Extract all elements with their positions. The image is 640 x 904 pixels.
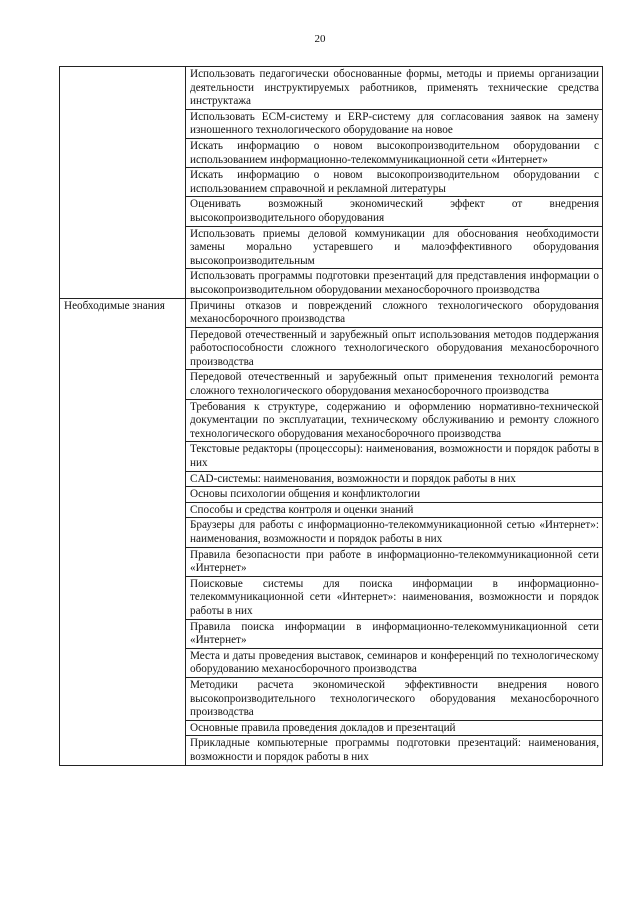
requirement-item: Основные правила проведения докладов и презентаций	[186, 720, 603, 736]
requirement-item: Правила безопасности при работе в информационно-телекоммуникационной сети «Интернет»	[186, 547, 603, 576]
requirement-item: Использовать программы подготовки презентаций для представления информации о высокопроизводительном оборудовании механосборочного производства	[186, 269, 603, 298]
requirement-item: CAD-системы: наименования, возможности и порядок работы в них	[186, 471, 603, 487]
requirement-item: Браузеры для работы с информационно-телекоммуникационной сетью «Интернет»: наименования, возможности и порядок работы в них	[186, 518, 603, 547]
page-number: 20	[314, 33, 326, 45]
requirement-item: Места и даты проведения выставок, семинаров и конференций по технологическому оборудованию механосборочного производства	[186, 648, 603, 677]
requirement-item: Искать информацию о новом высокопроизводительном оборудовании с использованием информационно-телекоммуникационной сети «Интернет»	[186, 138, 603, 167]
section-label	[60, 67, 186, 299]
requirement-item: Искать информацию о новом высокопроизводительном оборудовании с использованием справочной и рекламной литературы	[186, 168, 603, 197]
requirement-item: Использовать педагогически обоснованные формы, методы и приемы организации деятельности инструктируемых работников, применять технические средства инструктажа	[186, 67, 603, 110]
requirement-item: Основы психологии общения и конфликтологии	[186, 487, 603, 503]
requirement-item: Прикладные компьютерные программы подготовки презентаций: наименования, возможности и порядок работы в них	[186, 736, 603, 765]
requirement-item: Причины отказов и повреждений сложного технологического оборудования механосборочного производства	[186, 298, 603, 327]
requirement-item: Поисковые системы для поиска информации в информационно-телекоммуникационной сети «Интернет»: наименования, возможности и порядок работы в них	[186, 576, 603, 619]
requirement-item: Передовой отечественный и зарубежный опыт использования методов поддержания работоспособности сложного технологического оборудования механосборочного производства	[186, 327, 603, 370]
requirement-item: Использовать приемы деловой коммуникации для обоснования необходимости замены морально устаревшего и малоэффективного оборудования высокопроизводительным	[186, 226, 603, 269]
requirement-item: Требования к структуре, содержанию и оформлению нормативно-технической документации по эксплуатации, техническому обслуживанию и ремонту сложного технологического оборудования механосборочного производства	[186, 399, 603, 442]
requirement-item: Оценивать возможный экономический эффект от внедрения высокопроизводительного оборудования	[186, 197, 603, 226]
requirement-item: Передовой отечественный и зарубежный опыт применения технологий ремонта сложного технологического оборудования механосборочного производства	[186, 370, 603, 399]
requirement-item: Текстовые редакторы (процессоры): наименования, возможности и порядок работы в них	[186, 442, 603, 471]
table-row	[60, 67, 603, 110]
requirement-item: Правила поиска информации в информационно-телекоммуникационной сети «Интернет»	[186, 619, 603, 648]
requirement-item: Способы и средства контроля и оценки знаний	[186, 502, 603, 518]
requirements-table	[59, 66, 603, 766]
requirement-item: Методики расчета экономической эффективности внедрения нового высокопроизводительного технологического оборудования механосборочного производства	[186, 677, 603, 720]
requirements-table-body	[60, 67, 603, 766]
section-label: Необходимые знания	[60, 298, 186, 765]
requirement-item: Использовать ECM-систему и ERP-систему для согласования заявок на замену изношенного технологического оборудование на новое	[186, 109, 603, 138]
table-row	[60, 298, 603, 327]
